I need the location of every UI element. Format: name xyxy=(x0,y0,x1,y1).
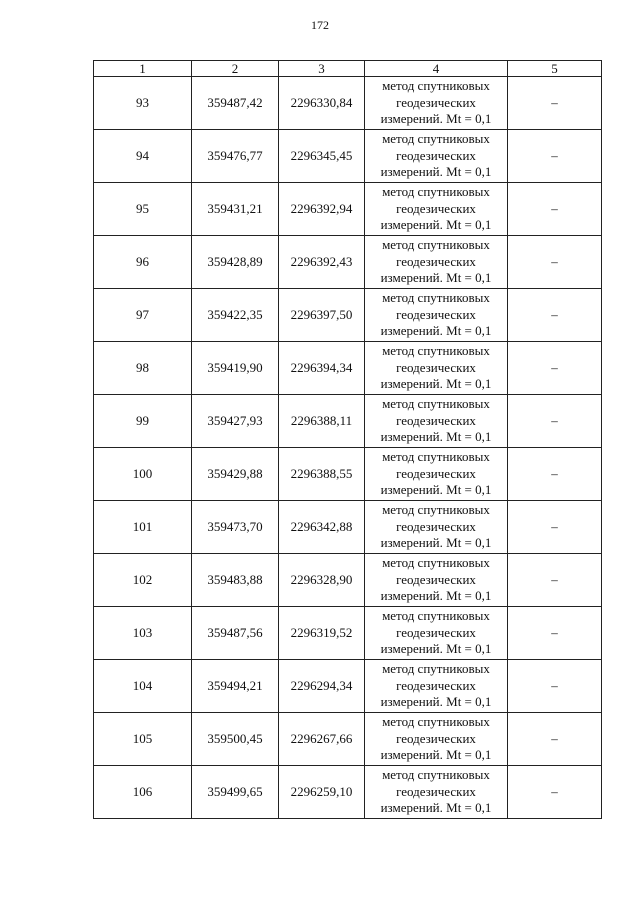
coordinate-x: 359476,77 xyxy=(192,130,279,183)
coordinate-x: 359499,65 xyxy=(192,766,279,819)
method-line: метод спутниковых xyxy=(382,502,490,518)
method-cell xyxy=(365,289,508,342)
coordinate-x: 359431,21 xyxy=(192,183,279,236)
coordinate-y: 2296328,90 xyxy=(279,554,365,607)
coordinate-x: 359473,70 xyxy=(192,501,279,554)
table-row xyxy=(94,448,602,501)
method-cell xyxy=(365,77,508,130)
coordinates-table xyxy=(93,60,602,819)
method-cell xyxy=(365,342,508,395)
coordinate-x: 359487,42 xyxy=(192,77,279,130)
note-cell: – xyxy=(508,236,602,289)
coordinate-y: 2296397,50 xyxy=(279,289,365,342)
table-row xyxy=(94,766,602,819)
method-cell xyxy=(365,554,508,607)
table-row xyxy=(94,713,602,766)
method-line: измерений. Mt = 0,1 xyxy=(380,376,492,392)
point-number: 104 xyxy=(94,660,192,713)
method-line: геодезических xyxy=(396,94,476,110)
coordinate-x: 359419,90 xyxy=(192,342,279,395)
note-cell: – xyxy=(508,342,602,395)
method-cell xyxy=(365,766,508,819)
method-line: метод спутниковых xyxy=(382,396,490,412)
coordinate-x: 359429,88 xyxy=(192,448,279,501)
note-cell: – xyxy=(508,607,602,660)
coordinate-y: 2296392,43 xyxy=(279,236,365,289)
header-col-2: 2 xyxy=(192,61,279,77)
method-line: измерений. Mt = 0,1 xyxy=(380,111,492,127)
method-line: геодезических xyxy=(396,730,476,746)
method-cell xyxy=(365,130,508,183)
coordinate-x: 359487,56 xyxy=(192,607,279,660)
point-number: 106 xyxy=(94,766,192,819)
table-row xyxy=(94,77,602,130)
method-line: геодезических xyxy=(396,465,476,481)
method-line: метод спутниковых xyxy=(382,290,490,306)
method-line: метод спутниковых xyxy=(382,237,490,253)
table-row xyxy=(94,236,602,289)
method-line: метод спутниковых xyxy=(382,78,490,94)
point-number: 96 xyxy=(94,236,192,289)
table-row xyxy=(94,130,602,183)
point-number: 101 xyxy=(94,501,192,554)
point-number: 93 xyxy=(94,77,192,130)
table-row xyxy=(94,501,602,554)
coordinate-x: 359500,45 xyxy=(192,713,279,766)
coordinate-x: 359422,35 xyxy=(192,289,279,342)
method-line: метод спутниковых xyxy=(382,608,490,624)
method-line: метод спутниковых xyxy=(382,343,490,359)
method-line: метод спутниковых xyxy=(382,661,490,677)
method-line: метод спутниковых xyxy=(382,714,490,730)
coordinate-y: 2296392,94 xyxy=(279,183,365,236)
method-line: измерений. Mt = 0,1 xyxy=(380,217,492,233)
table-row xyxy=(94,289,602,342)
point-number: 100 xyxy=(94,448,192,501)
method-line: геодезических xyxy=(396,518,476,534)
method-line: геодезических xyxy=(396,571,476,587)
coordinate-y: 2296259,10 xyxy=(279,766,365,819)
method-line: измерений. Mt = 0,1 xyxy=(380,747,492,763)
note-cell: – xyxy=(508,501,602,554)
coordinate-y: 2296388,55 xyxy=(279,448,365,501)
method-line: метод спутниковых xyxy=(382,555,490,571)
method-cell xyxy=(365,395,508,448)
method-line: измерений. Mt = 0,1 xyxy=(380,535,492,551)
note-cell: – xyxy=(508,448,602,501)
page-number: 172 xyxy=(311,18,329,32)
method-line: измерений. Mt = 0,1 xyxy=(380,482,492,498)
table-row xyxy=(94,183,602,236)
table-row xyxy=(94,660,602,713)
method-cell xyxy=(365,501,508,554)
header-col-5: 5 xyxy=(508,61,602,77)
table-row xyxy=(94,395,602,448)
table-row xyxy=(94,607,602,660)
note-cell: – xyxy=(508,395,602,448)
coordinate-x: 359483,88 xyxy=(192,554,279,607)
point-number: 97 xyxy=(94,289,192,342)
method-line: геодезических xyxy=(396,624,476,640)
note-cell: – xyxy=(508,130,602,183)
method-line: геодезических xyxy=(396,306,476,322)
method-line: геодезических xyxy=(396,677,476,693)
method-line: метод спутниковых xyxy=(382,449,490,465)
coordinate-y: 2296394,34 xyxy=(279,342,365,395)
coordinate-x: 359428,89 xyxy=(192,236,279,289)
point-number: 102 xyxy=(94,554,192,607)
point-number: 105 xyxy=(94,713,192,766)
method-line: геодезических xyxy=(396,253,476,269)
method-cell xyxy=(365,448,508,501)
method-line: измерений. Mt = 0,1 xyxy=(380,641,492,657)
method-cell xyxy=(365,660,508,713)
point-number: 98 xyxy=(94,342,192,395)
method-cell xyxy=(365,607,508,660)
method-line: геодезических xyxy=(396,359,476,375)
method-line: измерений. Mt = 0,1 xyxy=(380,694,492,710)
method-line: геодезических xyxy=(396,412,476,428)
coordinate-y: 2296345,45 xyxy=(279,130,365,183)
method-line: измерений. Mt = 0,1 xyxy=(380,800,492,816)
header-col-3: 3 xyxy=(279,61,365,77)
point-number: 94 xyxy=(94,130,192,183)
coordinate-y: 2296342,88 xyxy=(279,501,365,554)
method-line: метод спутниковых xyxy=(382,184,490,200)
table-row xyxy=(94,342,602,395)
table-body xyxy=(94,77,602,819)
note-cell: – xyxy=(508,766,602,819)
coordinate-y: 2296267,66 xyxy=(279,713,365,766)
point-number: 95 xyxy=(94,183,192,236)
note-cell: – xyxy=(508,289,602,342)
note-cell: – xyxy=(508,554,602,607)
coordinate-x: 359494,21 xyxy=(192,660,279,713)
coordinate-y: 2296388,11 xyxy=(279,395,365,448)
method-line: геодезических xyxy=(396,147,476,163)
method-line: измерений. Mt = 0,1 xyxy=(380,323,492,339)
point-number: 103 xyxy=(94,607,192,660)
method-line: измерений. Mt = 0,1 xyxy=(380,164,492,180)
header-col-4: 4 xyxy=(365,61,508,77)
coordinate-y: 2296330,84 xyxy=(279,77,365,130)
method-cell xyxy=(365,236,508,289)
header-col-1: 1 xyxy=(94,61,192,77)
coordinate-y: 2296294,34 xyxy=(279,660,365,713)
note-cell: – xyxy=(508,183,602,236)
coordinate-y: 2296319,52 xyxy=(279,607,365,660)
method-cell xyxy=(365,183,508,236)
table-row xyxy=(94,554,602,607)
point-number: 99 xyxy=(94,395,192,448)
note-cell: – xyxy=(508,660,602,713)
method-line: метод спутниковых xyxy=(382,131,490,147)
coordinate-x: 359427,93 xyxy=(192,395,279,448)
method-line: геодезических xyxy=(396,783,476,799)
method-cell xyxy=(365,713,508,766)
header-row xyxy=(94,61,602,77)
method-line: геодезических xyxy=(396,200,476,216)
method-line: измерений. Mt = 0,1 xyxy=(380,429,492,445)
method-line: метод спутниковых xyxy=(382,767,490,783)
method-line: измерений. Mt = 0,1 xyxy=(380,270,492,286)
note-cell: – xyxy=(508,713,602,766)
note-cell: – xyxy=(508,77,602,130)
method-line: измерений. Mt = 0,1 xyxy=(380,588,492,604)
